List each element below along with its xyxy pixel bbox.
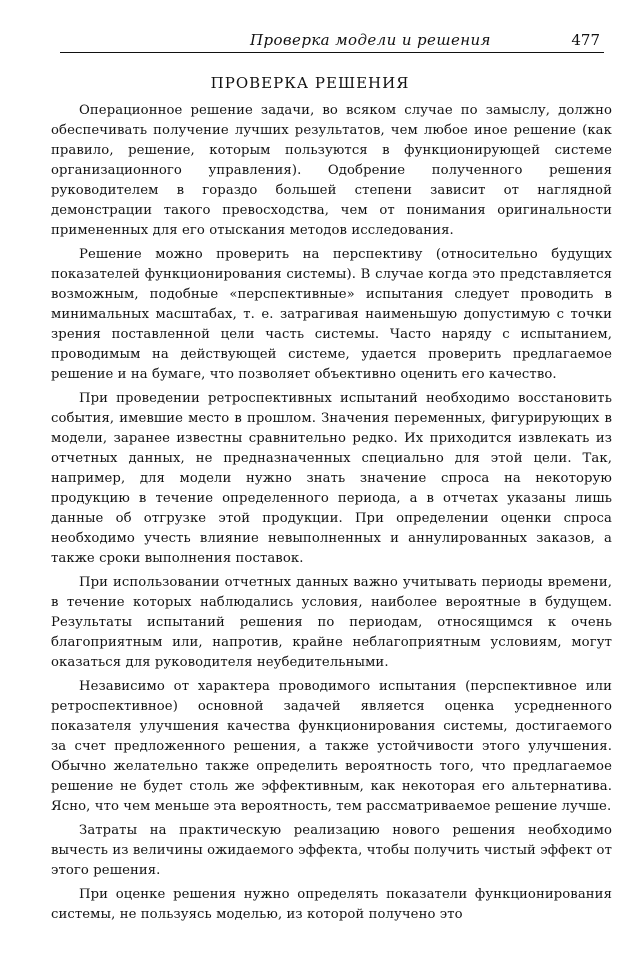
paragraph-5: Независимо от характера проводимого испытания (перспективное или ретроспективное) основной задачей является оценка усредненного показателя улучшения качества функционирования системы, достигаемого за счет предложенного решения, а также устойчивости этого улучшения. Обычно желательно также определить вероятность того, что предлагаемое решение не будет столь же эффективным, как некоторая его альтернатива. Ясно, что чем меньше эта вероятность, тем рассматриваемое решение лучше. (51, 679, 612, 814)
running-head-title: Проверка модели и решения (250, 31, 491, 49)
body-text (51, 101, 612, 925)
paragraph-3: При проведении ретроспективных испытаний необходимо восстановить события, имевшие место в прошлом. Значения переменных, фигурирующих в модели, заранее известны сравнительно редко. Их приходится извлекать из отчетных данных, не предназначенных специально для этой цели. Так, например, для модели нужно знать значение спроса на некоторую продукцию в течение определенного периода, а в отчетах указаны лишь данные об отгрузке этой продукции. При определении оценки спроса необходимо учесть влияние невыполненных и аннулированных заказов, а также сроки выполнения поставок. (51, 391, 612, 566)
section-heading: ПРОВЕРКА РЕШЕНИЯ (210, 74, 410, 92)
paragraph-4: При использовании отчетных данных важно учитывать периоды времени, в течение которых наблюдались условия, наиболее вероятные в будущем. Результаты испытаний решения по периодам, относящимся к очень благоприятным или, напротив, крайне неблагоприятным условиям, могут оказаться для руководителя неубедительными. (51, 575, 612, 670)
page-number: 477 (571, 31, 600, 49)
paragraph-6: Затраты на практическую реализацию нового решения необходимо вычесть из величины ожидаемого эффекта, чтобы получить чистый эффект от этого решения. (51, 823, 612, 878)
running-head (60, 30, 604, 53)
paragraph-2: Решение можно проверить на перспективу (относительно будущих показателей функционирования системы). В случае когда это представляется возможным, подобные «перспективные» испытания следует проводить в минимальных масштабах, т. е. затрагивая наименьшую допустимую с точки зрения поставленной цели часть системы. Часто наряду с испытанием, проводимым на действующей системе, удается проверить предлагаемое решение и на бумаге, что позволяет объективно оценить его качество. (51, 247, 612, 382)
paragraph-1: Операционное решение задачи, во всяком случае по замыслу, должно обеспечивать получение лучших результатов, чем любое иное решение (как правило, решение, которым пользуются в функционирующей системе организационного управления). Одобрение полученного решения руководителем в гораздо большей степени зависит от наглядной демонстрации такого превосходства, чем от понимания оригинальности примененных для его отыскания методов исследования. (51, 103, 612, 238)
paragraph-7: При оценке решения нужно определять показатели функционирования системы, не пользуясь моделью, из которой получено это (51, 887, 612, 922)
